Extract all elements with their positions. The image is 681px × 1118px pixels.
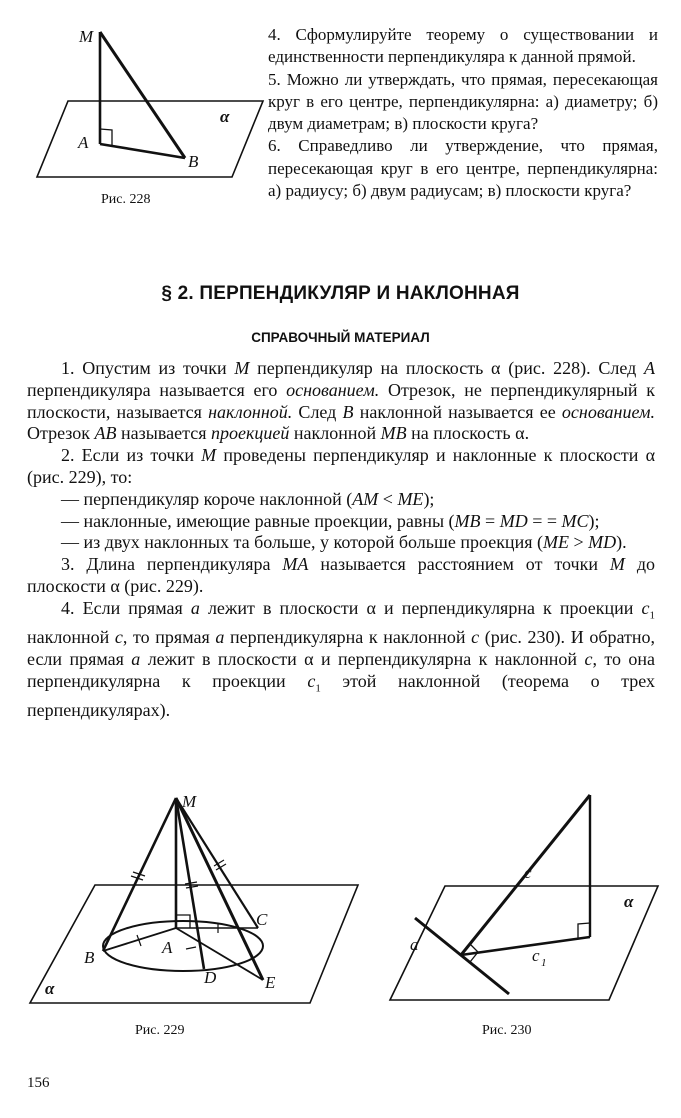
paragraph-2-item-2: — наклонные, имеющие равные проекции, равны (MB = MD = = MC); [61,510,600,531]
label-c: c [524,863,532,882]
right-angle-mark-top [578,923,590,938]
projection-c1 [461,937,590,955]
label-B: B [84,948,95,967]
page-number: 156 [27,1075,50,1091]
paragraph-1: 1. Опустим из точки M перпендикуляр на плоскость α (рис. 228). След A перпендикуляра называется его основанием. Отрезок, не перпендикулярный к плоскости, называется наклонной. След B наклонной называется ее основанием. Отрезок AB называется проекцией наклонной MB на плоскость α. [27,358,656,444]
paragraph-3: 3. Длина перпендикуляра MA называется расстоянием от точки M до плоскости α (рис. 229). [27,554,655,596]
label-c1: c [532,946,540,965]
label-alpha: α [45,979,55,998]
section-title: § 2. ПЕРПЕНДИКУЛЯР И НАКЛОННАЯ [161,283,520,304]
paragraph-2-item-1: — перпендикуляр короче наклонной (AM < ME); [61,488,435,509]
figure-230 [360,780,660,1020]
section-subtitle: СПРАВОЧНЫЙ МАТЕРИАЛ [251,330,430,345]
label-alpha: α [220,107,230,126]
label-B: B [188,152,199,171]
label-alpha: α [624,892,634,911]
label-c1-subscript: 1 [541,957,547,969]
label-A: A [78,133,89,152]
figure-228-caption: Рис. 228 [101,192,151,207]
plane-alpha [390,886,658,1000]
tick-AD [186,947,196,949]
question-5: 5. Можно ли утверждать, что прямая, пересекающая круг в его центре, перпендикулярна: а) диаметру; б) двум диаметрам; в) плоскости круга? [268,69,658,134]
paragraph-2-item-3: — из двух наклонных та больше, у которой больше проекция (ME > MD). [61,532,627,553]
label-D: D [204,968,217,987]
label-M: M [79,27,94,46]
label-A: A [162,938,173,957]
paragraph-4: 4. Если прямая a лежит в плоскости α и перпендикулярна к проекции $c_1$ наклонной c, то прямая a перпендикулярна к наклонной c (рис. 230). И обратно, если прямая a лежит в плоскости α и перпендикулярна к наклонной c, то она перпендикулярна к проекции $c_1$ этой наклонной (теорема о трех перпендикулярах). [27,597,656,721]
slant-ME [176,798,263,980]
line-a [415,918,509,994]
label-E: E [265,973,276,992]
label-a: a [410,935,419,954]
question-6: 6. Справедливо ли утверждение, что прямая, пересекающая круг в его центре, перпендикулярна: а) радиусу; б) двум радиусам; в) плоскости круга? [268,136,658,201]
figure-230-caption: Рис. 230 [482,1023,532,1038]
figure-229 [20,780,360,1020]
slant-MC [176,798,258,928]
label-M: M [182,792,197,811]
figure-229-caption: Рис. 229 [135,1023,185,1038]
label-C: C [256,910,268,929]
question-4: 4. Сформулируйте теорему о существовании и единственности перпендикуляра к данной прямой. [268,25,658,67]
questions-block [268,24,658,202]
slant-MB [100,32,185,158]
paragraph-2: 2. Если из точки M проведены перпендикуляр и наклонные к плоскости α (рис. 229), то: [27,445,656,487]
projection-AB [100,144,185,158]
reference-material [27,358,655,722]
